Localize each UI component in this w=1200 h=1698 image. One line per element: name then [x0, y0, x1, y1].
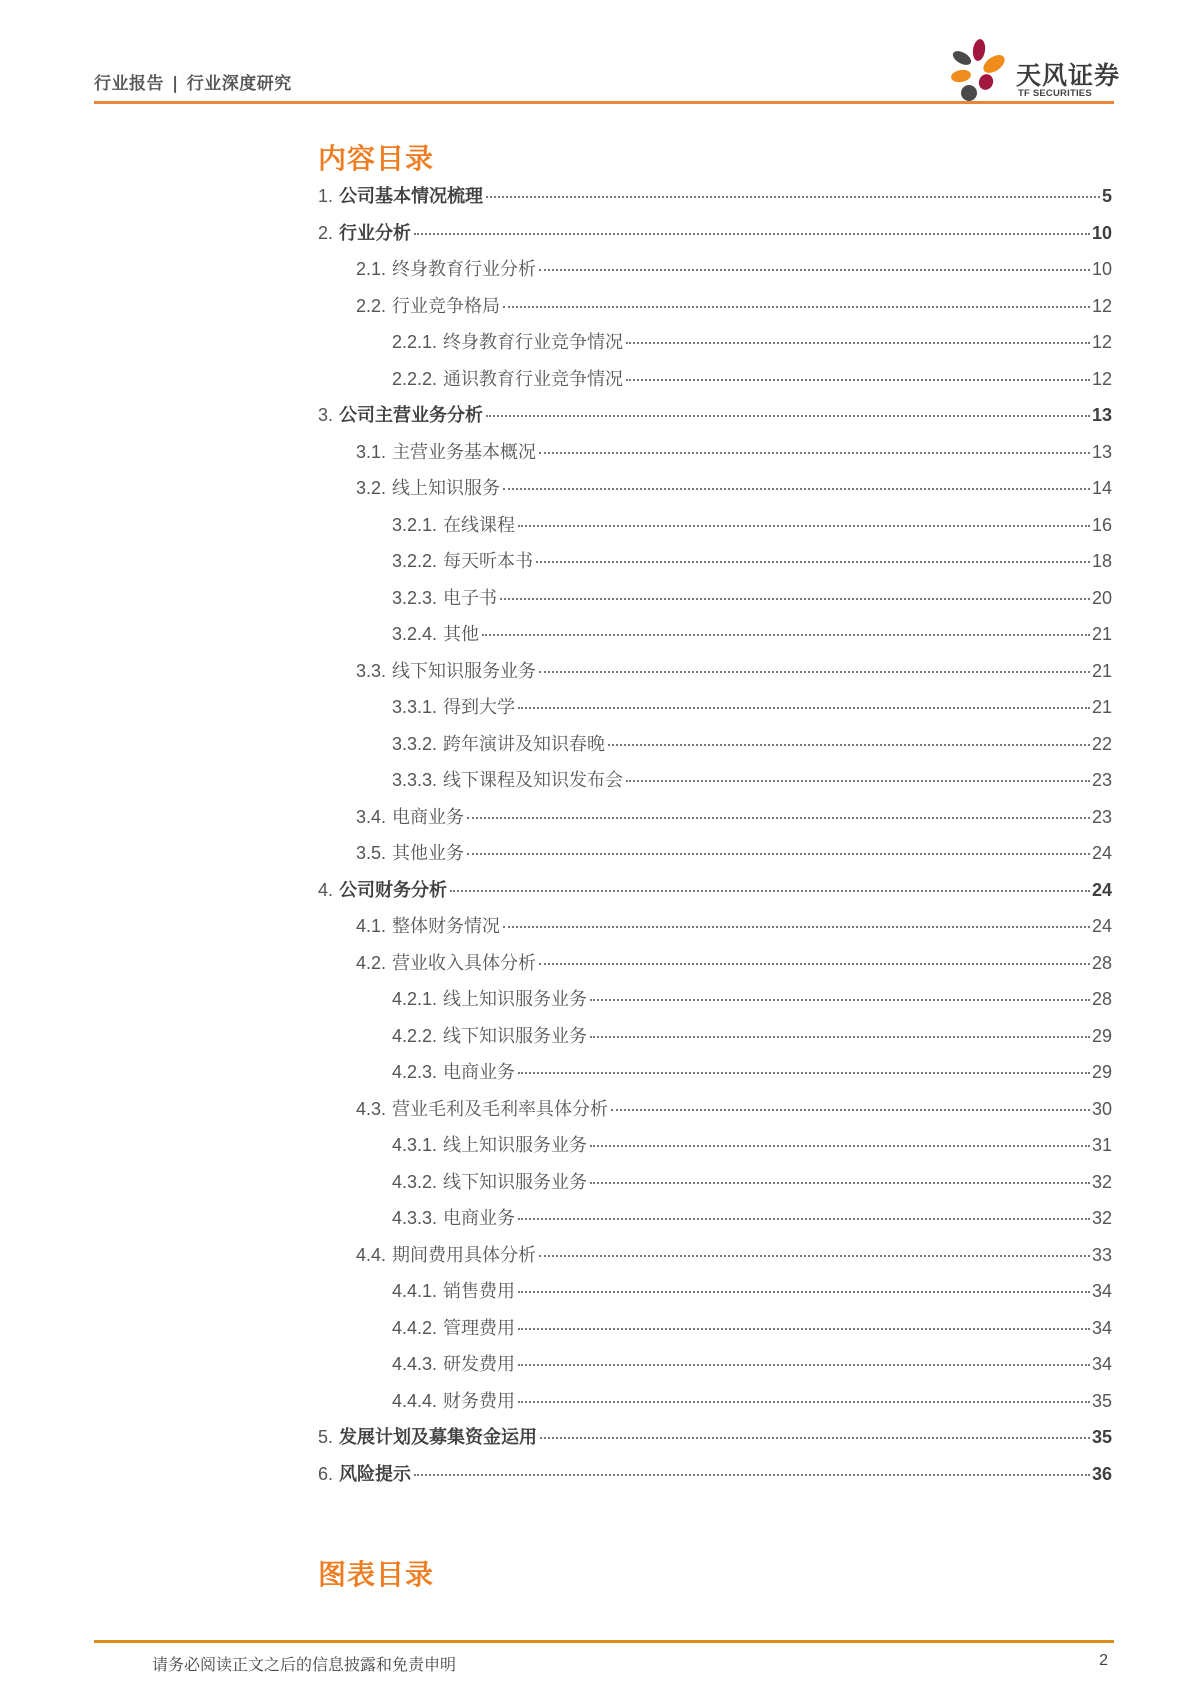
company-logo — [948, 38, 1121, 104]
toc-entry-number: 4.4.1. — [392, 1281, 438, 1301]
toc-entry-number: 3.1. — [356, 441, 387, 462]
report-category: 行业报告 — [94, 74, 164, 94]
toc-entry-page: 34 — [1091, 1354, 1112, 1374]
toc-entry-number: 3.3.3. — [392, 770, 438, 790]
toc-entry-page: 21 — [1091, 624, 1112, 644]
toc-entry-number: 3.3.1. — [392, 697, 438, 717]
toc-entry-page: 21 — [1091, 697, 1112, 717]
header-separator: | — [172, 74, 179, 94]
toc-dot-leader — [518, 1328, 1090, 1330]
toc-entry-number: 4.3. — [356, 1098, 387, 1119]
toc-entry-page: 31 — [1091, 1135, 1112, 1155]
flower-logo-icon — [948, 38, 1014, 104]
toc-dot-leader — [518, 1072, 1090, 1074]
toc-entry-page: 29 — [1091, 1025, 1112, 1046]
toc-entry[interactable] — [318, 657, 1112, 694]
toc-dot-leader — [414, 1474, 1090, 1476]
toc-entry-page: 13 — [1091, 405, 1112, 425]
toc-entry-label: 销售费用 — [443, 1281, 516, 1302]
toc-entry-number: 1. — [318, 186, 334, 206]
toc-entry-label: 电商业务 — [443, 1062, 516, 1083]
toc-entry-number: 3.3.2. — [392, 733, 438, 754]
toc-dot-leader — [503, 926, 1090, 928]
toc-entry-label: 营业毛利及毛利率具体分析 — [392, 1098, 609, 1120]
toc-entry-label: 线下课程及知识发布会 — [443, 770, 624, 791]
toc-entry-label: 行业竞争格局 — [392, 295, 501, 317]
toc-entry[interactable] — [318, 693, 1112, 730]
toc-entry-label: 发展计划及募集资金运用 — [339, 1427, 538, 1448]
toc-entry-page: 12 — [1091, 295, 1112, 316]
toc-entry-label: 电商业务 — [392, 806, 465, 828]
toc-entry[interactable] — [318, 839, 1112, 876]
toc-entry[interactable] — [318, 1314, 1112, 1351]
toc-entry-label: 通识教育行业竞争情况 — [443, 368, 624, 390]
toc-entry-label: 线下知识服务业务 — [392, 660, 537, 682]
toc-entry-page: 22 — [1091, 733, 1112, 754]
toc-entry-number: 3.3. — [356, 660, 387, 681]
toc-entry[interactable] — [318, 1350, 1112, 1387]
toc-entry-number: 2.1. — [356, 259, 387, 279]
toc-entry-page: 5 — [1101, 186, 1112, 206]
toc-dot-leader — [539, 269, 1090, 271]
toc-dot-leader — [467, 817, 1090, 819]
toc-entry-page: 21 — [1091, 660, 1112, 681]
toc-entry-number: 3.2.3. — [392, 587, 438, 608]
toc-dot-leader — [539, 1255, 1090, 1257]
toc-dot-leader — [518, 525, 1090, 527]
toc-dot-leader — [518, 1364, 1090, 1366]
toc-dot-leader — [626, 342, 1090, 344]
toc-entry-label: 终身教育行业竞争情况 — [443, 332, 624, 353]
toc-dot-leader — [486, 415, 1090, 417]
toc-entry[interactable] — [318, 912, 1112, 949]
toc-dot-leader — [414, 233, 1090, 235]
toc-dot-leader — [539, 963, 1090, 965]
toc-entry-label: 线下知识服务业务 — [443, 1171, 588, 1193]
toc-entry-number: 4. — [318, 879, 334, 900]
toc-entry-page: 35 — [1091, 1427, 1112, 1447]
toc-entry-number: 4.2. — [356, 952, 387, 973]
toc-entry[interactable] — [318, 1204, 1112, 1241]
toc-entry-number: 3.5. — [356, 843, 387, 863]
toc-entry[interactable] — [318, 584, 1112, 621]
toc-entry-number: 2.2. — [356, 295, 387, 316]
toc-entry-label: 其他 — [443, 624, 480, 645]
toc-entry-page: 24 — [1091, 843, 1112, 863]
toc-entry-label: 公司主营业务分析 — [339, 405, 484, 426]
figure-list-title: 图表目录 — [318, 1558, 435, 1591]
toc-entry-label: 行业分析 — [339, 222, 412, 244]
toc-entry[interactable] — [318, 438, 1112, 475]
toc-entry-number: 4.4.4. — [392, 1390, 438, 1411]
toc-entry-label: 管理费用 — [443, 1317, 516, 1339]
toc-dot-leader — [611, 1109, 1090, 1111]
toc-dot-leader — [608, 744, 1090, 746]
toc-entry-label: 线上知识服务业务 — [443, 989, 588, 1010]
toc-entry-label: 其他业务 — [392, 843, 465, 864]
toc-dot-leader — [626, 780, 1090, 782]
toc-entry-number: 4.2.1. — [392, 989, 438, 1009]
toc-entry[interactable] — [318, 1058, 1112, 1095]
logo-name-cn: 天风证券 — [1016, 61, 1121, 90]
toc-entry-page: 24 — [1091, 879, 1112, 900]
toc-dot-leader — [500, 598, 1090, 600]
toc-entry[interactable] — [318, 365, 1112, 402]
toc-dot-leader — [518, 1218, 1090, 1220]
toc-entry-number: 6. — [318, 1463, 334, 1484]
toc-entry-label: 线下知识服务业务 — [443, 1025, 588, 1047]
toc-entry-page: 18 — [1091, 551, 1112, 571]
toc-entry-label: 电商业务 — [443, 1208, 516, 1229]
toc-entry-label: 公司基本情况梳理 — [339, 186, 484, 207]
toc-entry-number: 3. — [318, 405, 334, 425]
toc-entry-label: 期间费用具体分析 — [392, 1244, 537, 1266]
toc-entry-number: 2. — [318, 222, 334, 243]
toc-entry-label: 线上知识服务 — [392, 478, 501, 499]
toc-entry-label: 终身教育行业分析 — [392, 259, 537, 280]
toc-entry-number: 4.3.1. — [392, 1135, 438, 1155]
table-of-contents — [318, 182, 1112, 1496]
toc-dot-leader — [450, 890, 1090, 892]
toc-entry-number: 4.3.3. — [392, 1208, 438, 1228]
toc-entry[interactable] — [318, 474, 1112, 511]
toc-entry-label: 每天听本书 — [443, 551, 534, 572]
toc-entry-label: 得到大学 — [443, 697, 516, 718]
toc-entry-page: 28 — [1091, 952, 1112, 973]
toc-dot-leader — [482, 634, 1090, 636]
toc-entry-label: 跨年演讲及知识春晚 — [443, 733, 606, 755]
toc-entry[interactable] — [318, 730, 1112, 767]
logo-name-en: TF SECURITIES — [1018, 88, 1092, 99]
toc-dot-leader — [536, 561, 1090, 563]
toc-entry-page: 10 — [1091, 259, 1112, 279]
toc-entry-page: 14 — [1091, 478, 1112, 498]
report-type — [94, 69, 292, 94]
toc-entry[interactable] — [318, 219, 1112, 256]
toc-dot-leader — [539, 452, 1090, 454]
toc-entry-number: 5. — [318, 1427, 334, 1447]
toc-entry-number: 4.4.2. — [392, 1317, 438, 1338]
toc-entry[interactable] — [318, 182, 1112, 219]
toc-entry[interactable] — [318, 1423, 1112, 1460]
toc-entry-number: 4.1. — [356, 916, 387, 936]
toc-entry-page: 34 — [1091, 1281, 1112, 1301]
toc-title: 内容目录 — [318, 142, 435, 175]
toc-entry-page: 24 — [1091, 916, 1112, 936]
toc-dot-leader — [626, 379, 1090, 381]
toc-entry[interactable] — [318, 803, 1112, 840]
toc-entry-number: 3.4. — [356, 806, 387, 827]
toc-entry-page: 36 — [1091, 1463, 1112, 1484]
toc-entry-label: 财务费用 — [443, 1390, 516, 1412]
toc-dot-leader — [590, 999, 1090, 1001]
toc-entry-label: 线上知识服务业务 — [443, 1135, 588, 1156]
toc-dot-leader — [518, 707, 1090, 709]
toc-dot-leader — [518, 1401, 1090, 1403]
toc-entry[interactable] — [318, 1277, 1112, 1314]
toc-entry[interactable] — [318, 547, 1112, 584]
toc-entry-number: 2.2.1. — [392, 332, 438, 352]
toc-entry[interactable] — [318, 511, 1112, 548]
toc-entry-page: 35 — [1091, 1390, 1112, 1411]
toc-entry[interactable] — [318, 1095, 1112, 1132]
toc-dot-leader — [590, 1182, 1090, 1184]
toc-entry-page: 16 — [1091, 514, 1112, 535]
toc-entry-page: 29 — [1091, 1062, 1112, 1082]
toc-entry-page: 33 — [1091, 1244, 1112, 1265]
toc-entry[interactable] — [318, 255, 1112, 292]
toc-entry-label: 主营业务基本概况 — [392, 441, 537, 463]
toc-entry-label: 电子书 — [443, 587, 498, 609]
toc-entry[interactable] — [318, 1022, 1112, 1059]
toc-entry-number: 3.2. — [356, 478, 387, 498]
toc-entry-page: 32 — [1091, 1171, 1112, 1192]
footer-disclaimer: 请务必阅读正文之后的信息披露和免责申明 — [152, 1655, 457, 1674]
toc-entry[interactable] — [318, 1168, 1112, 1205]
toc-entry-page: 23 — [1091, 770, 1112, 790]
toc-entry-label: 风险提示 — [339, 1463, 412, 1485]
toc-entry-number: 4.4.3. — [392, 1354, 438, 1374]
toc-entry[interactable] — [318, 1460, 1112, 1497]
toc-entry-page: 10 — [1091, 222, 1112, 243]
report-subcategory: 行业深度研究 — [186, 74, 292, 94]
toc-entry-number: 3.2.2. — [392, 551, 438, 571]
toc-entry[interactable] — [318, 766, 1112, 803]
page-number: 2 — [1099, 1652, 1108, 1669]
toc-entry[interactable] — [318, 328, 1112, 365]
toc-dot-leader — [486, 196, 1100, 198]
toc-entry-label: 公司财务分析 — [339, 879, 448, 901]
toc-entry-number: 4.4. — [356, 1244, 387, 1265]
toc-dot-leader — [590, 1145, 1090, 1147]
toc-entry[interactable] — [318, 949, 1112, 986]
toc-entry-page: 34 — [1091, 1317, 1112, 1338]
toc-entry[interactable] — [318, 1387, 1112, 1424]
toc-dot-leader — [590, 1036, 1090, 1038]
toc-entry-number: 4.3.2. — [392, 1171, 438, 1192]
toc-entry-number: 4.2.3. — [392, 1062, 438, 1082]
toc-entry-number: 3.2.4. — [392, 624, 438, 644]
toc-entry[interactable] — [318, 876, 1112, 913]
toc-entry[interactable] — [318, 1131, 1112, 1168]
toc-entry-label: 整体财务情况 — [392, 916, 501, 937]
toc-dot-leader — [467, 853, 1090, 855]
toc-entry-number: 3.2.1. — [392, 514, 438, 535]
toc-entry[interactable] — [318, 1241, 1112, 1278]
toc-entry-label: 研发费用 — [443, 1354, 516, 1375]
toc-entry-number: 2.2.2. — [392, 368, 438, 389]
toc-dot-leader — [503, 306, 1090, 308]
toc-entry-page: 30 — [1091, 1098, 1112, 1119]
toc-entry-label: 营业收入具体分析 — [392, 952, 537, 974]
toc-entry-page: 13 — [1091, 441, 1112, 462]
toc-entry-page: 20 — [1091, 587, 1112, 608]
toc-dot-leader — [503, 488, 1090, 490]
toc-dot-leader — [539, 671, 1090, 673]
toc-entry-page: 28 — [1091, 989, 1112, 1009]
toc-dot-leader — [540, 1437, 1090, 1439]
footer-divider — [94, 1640, 1114, 1643]
toc-entry[interactable] — [318, 401, 1112, 438]
toc-dot-leader — [518, 1291, 1090, 1293]
toc-entry[interactable] — [318, 620, 1112, 657]
toc-entry-number: 4.2.2. — [392, 1025, 438, 1046]
toc-entry-page: 12 — [1091, 368, 1112, 389]
toc-entry[interactable] — [318, 985, 1112, 1022]
toc-entry-label: 在线课程 — [443, 514, 516, 536]
toc-entry[interactable] — [318, 292, 1112, 329]
toc-entry-page: 23 — [1091, 806, 1112, 827]
toc-entry-page: 12 — [1091, 332, 1112, 352]
toc-entry-page: 32 — [1091, 1208, 1112, 1228]
